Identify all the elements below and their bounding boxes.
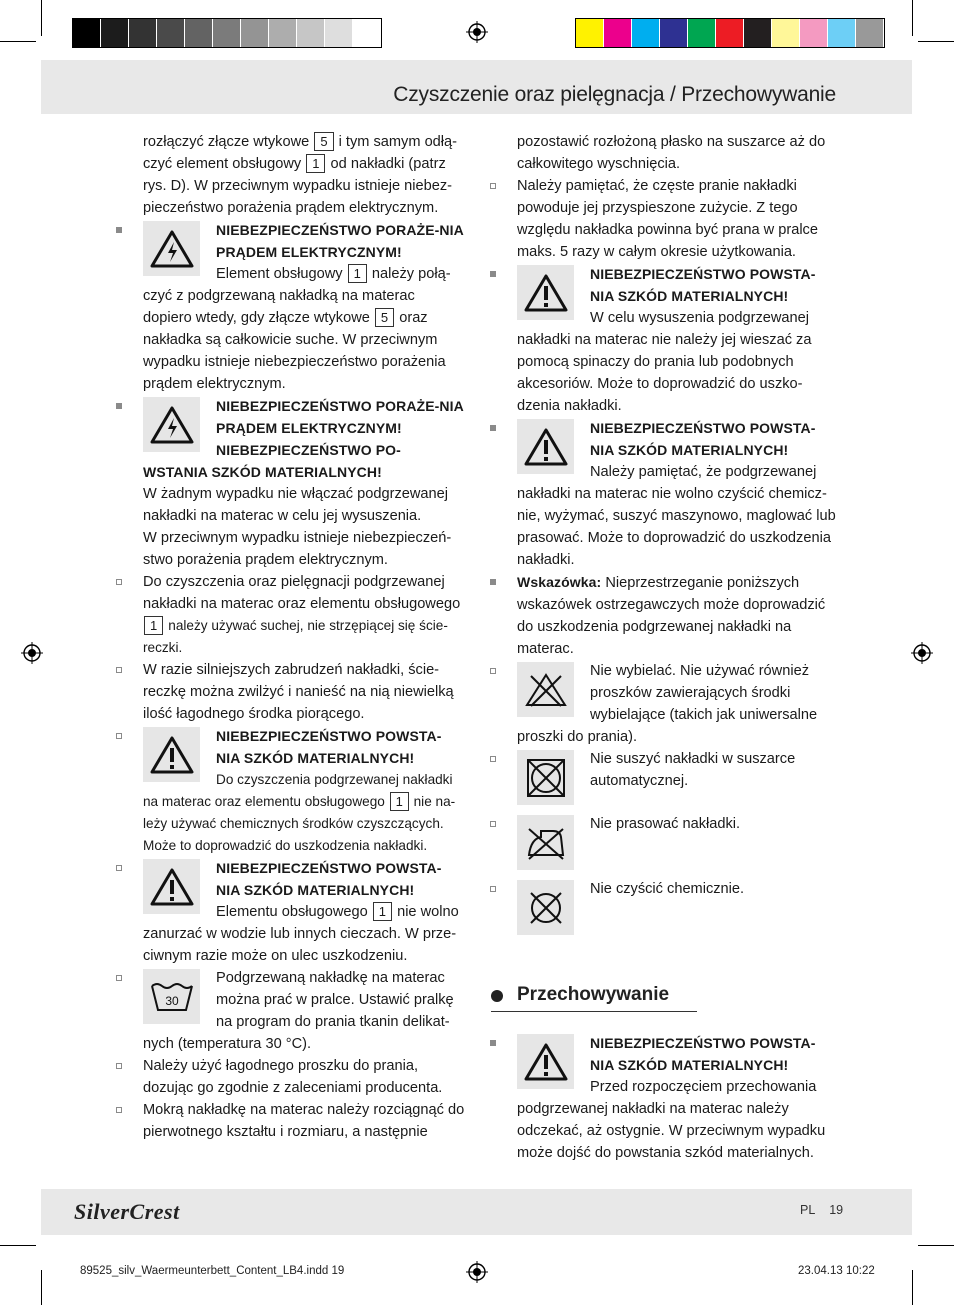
hollow-bullet [490, 886, 496, 892]
no-tumble-dry-icon [517, 750, 574, 805]
crop-mark [41, 0, 42, 36]
ref-number: 1 [144, 616, 163, 635]
square-bullet [490, 271, 496, 277]
warning-triangle-icon [143, 727, 200, 782]
warning-text: Należy pamiętać, że podgrzewanej nakładki na materac nie wolno czyścić chemicz-nie, wyżymać, suszyć maszynowo, maglować lub prasować. Może to doprowadzić do uszkodzenia nakładki. [517, 464, 836, 568]
hollow-bullet [116, 1107, 122, 1113]
bullet-dot-icon [491, 990, 503, 1002]
list-item: 30 Podgrzewaną nakładkę na materac można prać w pralce. Ustawić pralkę na program do prania tkanin delikat-nych (temperatura 30 °C). [143, 967, 465, 1055]
hollow-bullet [490, 668, 496, 674]
warning-title: NIEBEZPIECZEŃSTWO PO-WSTANIA SZKÓD MATERIALNYCH! [143, 442, 401, 480]
section-heading [491, 985, 697, 1012]
warning-triangle-icon [517, 419, 574, 474]
warning-block [517, 1032, 839, 1164]
warning-triangle-icon [517, 1034, 574, 1089]
warning-text: Do czyszczenia podgrzewanej nakładki na materac oraz elementu obsługowego 1 nie na-leży używać chemicznych środków czyszczących. Może to doprowadzić do uszkodzenia nakładki. [143, 772, 456, 853]
warning-triangle-icon [143, 859, 200, 914]
hollow-bullet [116, 865, 122, 871]
care-symbol-item: Nie wybielać. Nie używać również proszków zawierających środki wybielające (takich jak uniwersalne proszki do prania). [517, 660, 839, 748]
warning-text: W przeciwnym wypadku istnieje niebezpieczeń-stwo porażenia prądem elektrycznym. [143, 530, 452, 568]
warning-block [517, 417, 839, 571]
warning-title: NIEBEZPIECZEŃSTWO PORAŻE-NIA PRĄDEM ELEKTRYCZNYM! [216, 398, 464, 436]
crop-mark [918, 41, 954, 42]
no-bleach-icon [517, 662, 574, 717]
square-bullet [490, 1040, 496, 1046]
gray-swatch [185, 19, 213, 47]
no-iron-icon [517, 815, 574, 870]
hollow-bullet [490, 821, 496, 827]
list-item: Do czyszczenia oraz pielęgnacji podgrzewanej nakładki na materac oraz elementu obsługowego 1 należy używać suchej, nie strzępiącej się ście-reczki. [143, 571, 465, 659]
registration-mark-icon [21, 642, 43, 664]
care-symbol-item: Nie czyścić chemicznie. [517, 878, 839, 937]
hollow-bullet [490, 756, 496, 762]
page-info: PL 19 [800, 1203, 844, 1217]
page-number: 19 [829, 1203, 844, 1217]
list-item: Należy użyć łagodnego proszku do prania, dozując go zgodnie z zaleceniami producenta. [143, 1055, 465, 1099]
warning-text: Element obsługowy 1 należy połą-czyć z podgrzewaną nakładką na materac dopiero wtedy, gdy złącze wtykowe 5 oraz nakładka są całkowicie suche. W przeciwnym wypadku istnieje niebezpieczeństwo porażenia prądem elektrycznym. [143, 266, 451, 392]
warning-block [143, 725, 465, 857]
color-swatch [660, 19, 688, 47]
crop-mark [0, 1245, 36, 1246]
warning-title: NIEBEZPIECZEŃSTWO POWSTA-NIA SZKÓD MATERIALNYCH! [590, 420, 816, 458]
ref-number: 5 [375, 308, 394, 327]
file-slug: 89525_silv_Waermeunterbett_Content_LB4.indd 19 [80, 1265, 345, 1277]
left-column [143, 131, 465, 1143]
color-swatch [772, 19, 800, 47]
crop-mark [41, 1270, 42, 1305]
brand-logo: SilverCrest [74, 1199, 180, 1224]
hollow-bullet [116, 975, 122, 981]
color-swatch [828, 19, 856, 47]
warning-text: Przed rozpoczęciem przechowania podgrzewanej nakładki na materac należy odczekać, aż ostygnie. W przeciwnym wypadku może dojść do powstania szkód materialnych. [517, 1079, 826, 1161]
wash-30-icon [143, 969, 200, 1024]
hollow-bullet [116, 1063, 122, 1069]
electric-hazard-icon [143, 397, 200, 452]
note-label: Wskazówka: [517, 574, 602, 590]
list-item: Należy pamiętać, że częste pranie nakładki powoduje jej przyspieszone zużycie. Z tego względu nakładka powinna być prana w pralce maks. 5 razy w całym okresie użytkowania. [517, 175, 839, 263]
warning-title: NIEBEZPIECZEŃSTWO POWSTA-NIA SZKÓD MATERIALNYCH! [216, 728, 442, 766]
gray-swatch [213, 19, 241, 47]
warning-block [143, 219, 465, 395]
paragraph: pozostawić rozłożoną płasko na suszarce aż do całkowitego wyschnięcia. [517, 134, 826, 172]
list-item: Mokrą nakładkę na materac należy rozciągnąć do pierwotnego kształtu i rozmiaru, a następnie [143, 1099, 465, 1143]
gray-swatch [353, 19, 381, 47]
gray-swatch [157, 19, 185, 47]
hollow-bullet [116, 733, 122, 739]
warning-block [143, 857, 465, 967]
gray-swatch [269, 19, 297, 47]
warning-text: W żadnym wypadku nie włączać podgrzewanej nakładki na materac w celu jej wysuszenia. [143, 486, 448, 524]
warning-title: NIEBEZPIECZEŃSTWO POWSTA-NIA SZKÓD MATERIALNYCH! [590, 1035, 816, 1073]
paragraph: rozłączyć złącze wtykowe 5 i tym samym odłą-czyć element obsługowy 1 od nakładki (patrz rys. D). W przeciwnym wypadku istnieje niebez-pieczeństwo porażenia prądem elektrycznym. [143, 134, 458, 216]
electric-hazard-icon [143, 221, 200, 276]
color-swatch [716, 19, 744, 47]
crop-mark [0, 41, 36, 42]
right-column [517, 131, 839, 937]
color-swatch [800, 19, 828, 47]
registration-mark-icon [911, 642, 933, 664]
grayscale-calibration-bar [72, 18, 382, 48]
warning-block [143, 395, 465, 571]
square-bullet [116, 403, 122, 409]
square-bullet [116, 227, 122, 233]
color-swatch [688, 19, 716, 47]
warning-block [517, 263, 839, 417]
ref-number: 5 [314, 132, 333, 151]
section-title: Przechowywanie [517, 984, 670, 1005]
gray-swatch [73, 19, 101, 47]
color-swatch [744, 19, 772, 47]
hollow-bullet [116, 579, 122, 585]
no-dry-clean-icon [517, 880, 574, 935]
gray-swatch [325, 19, 353, 47]
color-swatch [576, 19, 604, 47]
date-slug: 23.04.13 10:22 [798, 1265, 875, 1277]
crop-mark [912, 1270, 913, 1305]
color-calibration-bar [575, 18, 885, 48]
note-block: Wskazówka: Nieprzestrzeganie poniższych wskazówek ostrzegawczych może doprowadzić do uszkodzenia podgrzewanej nakładki na materac. [517, 571, 839, 660]
crop-mark [918, 1245, 954, 1246]
care-symbol-item: Nie prasować nakładki. [517, 813, 839, 872]
warning-title: NIEBEZPIECZEŃSTWO PORAŻE-NIA PRĄDEM ELEKTRYCZNYM! [216, 222, 464, 260]
gray-swatch [101, 19, 129, 47]
list-item: W razie silniejszych zabrudzeń nakładki, ście-reczkę można zwilżyć i nanieść na nią niewielką ilość łagodnego środka piorącego. [143, 659, 465, 725]
warning-text: W celu wysuszenia podgrzewanej nakładki na materac nie należy jej wieszać za pomocą spinaczy do prania lub podobnych akcesoriów. Może to doprowadzić do uszko-dzenia nakładki. [517, 310, 812, 414]
page-title: Czyszczenie oraz pielęgnacja / Przechowywanie [393, 83, 836, 106]
ref-number: 1 [348, 264, 367, 283]
hollow-bullet [116, 667, 122, 673]
crop-mark [912, 0, 913, 36]
warning-title: NIEBEZPIECZEŃSTWO POWSTA-NIA SZKÓD MATERIALNYCH! [216, 860, 442, 898]
registration-mark-icon [466, 1261, 488, 1283]
gray-swatch [297, 19, 325, 47]
warning-title: NIEBEZPIECZEŃSTWO POWSTA-NIA SZKÓD MATERIALNYCH! [590, 266, 816, 304]
gray-swatch [129, 19, 157, 47]
ref-number: 1 [306, 154, 325, 173]
warning-text: Elementu obsługowego 1 nie wolno zanurzać w wodzie lub innych cieczach. W prze-ciwnym razie może on ulec uszkodzeniu. [143, 904, 459, 964]
gray-swatch [241, 19, 269, 47]
ref-number: 1 [390, 792, 409, 811]
square-bullet [490, 579, 496, 585]
care-symbol-item: Nie suszyć nakładki w suszarce automatycznej. [517, 748, 839, 807]
hollow-bullet [490, 183, 496, 189]
storage-column [517, 1032, 839, 1164]
wash-temperature-label: 30 [164, 993, 179, 1008]
color-swatch [632, 19, 660, 47]
registration-mark-icon [466, 21, 488, 43]
square-bullet [490, 425, 496, 431]
page-header [41, 60, 912, 114]
warning-triangle-icon [517, 265, 574, 320]
color-swatch [856, 19, 884, 47]
ref-number: 1 [373, 902, 392, 921]
color-swatch [604, 19, 632, 47]
